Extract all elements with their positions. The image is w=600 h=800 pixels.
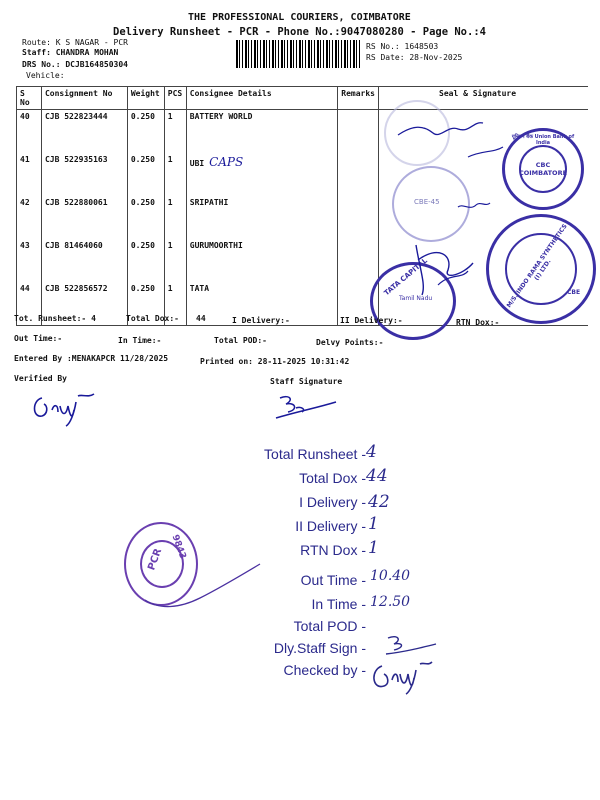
entered-by: Entered By :MENAKAPCR 11/28/2025: [14, 354, 169, 363]
total-pod: Total POD:-: [214, 336, 267, 345]
col-pcs: PCS: [164, 87, 186, 110]
out-time: Out Time:-: [14, 334, 63, 343]
rs-number: RS No.: 1648503: [366, 42, 439, 51]
cell-sno: 43: [17, 239, 42, 282]
cell-remarks: [338, 153, 379, 196]
cbe-text: CBE-45: [414, 198, 440, 206]
ii-delivery: II Delivery:-: [340, 316, 403, 325]
cell-consignee: GURUMOORTHI: [186, 239, 338, 282]
cell-weight: 0.250: [127, 153, 164, 196]
total-dox-label: Total Dox:-: [126, 314, 179, 323]
cell-weight: 0.250: [127, 282, 164, 326]
cell-sno: 41: [17, 153, 42, 196]
runsheet-title: Delivery Runsheet - PCR - Phone No.:9047080280 - Page No.:4: [113, 26, 486, 38]
staff-signature: Staff Signature: [270, 377, 343, 386]
rtn-dox: RTN Dox:-: [456, 318, 500, 327]
col-remarks: Remarks: [338, 87, 379, 110]
total-dox-value: 44: [196, 314, 206, 323]
i-delivery: I Delivery:-: [232, 316, 290, 325]
summary-label-ii-delivery: II Delivery -: [295, 518, 366, 534]
cell-remarks: [338, 239, 379, 282]
cell-consignment: CJB 522856572: [41, 282, 127, 326]
summary-label-in-time: In Time -: [311, 596, 366, 612]
printed-on: Printed on: 28-11-2025 10:31:42: [200, 357, 350, 366]
col-weight: Weight: [127, 87, 164, 110]
delvy-points: Delvy Points:-: [316, 338, 384, 347]
vehicle: Vehicle:: [26, 71, 65, 80]
rs-date: RS Date: 28-Nov-2025: [366, 53, 463, 62]
cell-remarks: [338, 110, 379, 154]
summary-label-i-delivery: I Delivery -: [299, 494, 366, 510]
summary-checked-signature: [366, 656, 436, 696]
col-sno: S No: [17, 87, 42, 110]
indo-cbe-text: CBE: [567, 289, 581, 296]
barcode: [236, 40, 362, 68]
seal-signatures: [378, 95, 598, 335]
summary-label-runsheet: Total Runsheet -: [264, 446, 366, 462]
cell-pcs: 1: [164, 153, 186, 196]
summary-label-pod: Total POD -: [293, 618, 366, 634]
cell-sno: 40: [17, 110, 42, 154]
cell-consignee: SRIPATHI: [186, 196, 338, 239]
cell-pcs: 1: [164, 196, 186, 239]
cell-weight: 0.250: [127, 239, 164, 282]
cell-pcs: 1: [164, 239, 186, 282]
summary-block: [220, 442, 480, 686]
summary-staff-signature: [380, 632, 440, 658]
in-time: In Time:-: [118, 336, 162, 345]
pcr-text: PCR: [146, 547, 165, 572]
tata-capital-text: TATA CAPITAL: [382, 256, 429, 298]
verified-by: Verified By: [14, 374, 67, 383]
staff-signature-scribble: [266, 390, 346, 426]
summary-value-i-delivery: 42: [368, 492, 390, 512]
summary-value-rtn: 1: [368, 538, 379, 558]
summary-value-runsheet: 4: [366, 442, 377, 462]
summary-value-in-time: 12.50: [370, 594, 411, 610]
cell-pcs: 1: [164, 110, 186, 154]
cell-consignee: [186, 153, 338, 196]
verified-signature: [28, 390, 98, 430]
cell-weight: 0.250: [127, 196, 164, 239]
company-name: THE PROFESSIONAL COURIERS, COIMBATORE: [188, 12, 411, 23]
cell-sno: 42: [17, 196, 42, 239]
col-consignee: Consignee Details: [186, 87, 338, 110]
summary-label-staff-sign: Dly.Staff Sign -: [273, 640, 366, 656]
cell-consignment: CJB 522935163: [41, 153, 127, 196]
summary-label-out-time: Out Time -: [300, 572, 366, 588]
summary-value-dox: 44: [366, 466, 388, 486]
summary-value-out-time: 10.40: [370, 568, 411, 584]
summary-label-dox: Total Dox -: [299, 470, 366, 486]
handwritten-caps: CAPS: [209, 155, 244, 169]
union-bank-center-text: CBC COIMBATORE: [518, 161, 568, 177]
indo-rama-text: M/S. INDO RAMA SYNTHETICS (I) LTD.: [505, 222, 569, 310]
cell-remarks: [338, 196, 379, 239]
summary-label-checked-by: Checked by -: [283, 662, 366, 678]
cell-consignment: CJB 522823444: [41, 110, 127, 154]
staff: Staff: CHANDRA MOHAN: [22, 48, 119, 57]
col-seal: Seal & Signature: [379, 87, 589, 110]
cell-consignment: CJB 522880061: [41, 196, 127, 239]
col-consignment: Consignment No: [41, 87, 127, 110]
drs-number: DRS No.: DCJB164850304: [22, 60, 128, 69]
union-bank-top-text: यूनियन बैंक Union Bank of India: [511, 134, 575, 146]
tot-runsheet: Tot. Runsheet:- 4: [14, 314, 96, 323]
route: Route: K S NAGAR - PCR: [22, 38, 128, 47]
cell-consignee-text: UBI: [189, 159, 205, 168]
pcr-code: 9843: [169, 533, 188, 561]
cell-sno: 44: [17, 282, 42, 326]
cell-consignee: TATA: [186, 282, 338, 326]
cell-consignment: CJB 81464060: [41, 239, 127, 282]
tamil-nadu-text: Tamil Nadu: [399, 295, 433, 302]
summary-value-ii-delivery: 1: [368, 514, 379, 534]
cell-consignee: BATTERY WORLD: [186, 110, 338, 154]
summary-label-rtn: RTN Dox -: [300, 542, 366, 558]
cell-pcs: 1: [164, 282, 186, 326]
cell-weight: 0.250: [127, 110, 164, 154]
